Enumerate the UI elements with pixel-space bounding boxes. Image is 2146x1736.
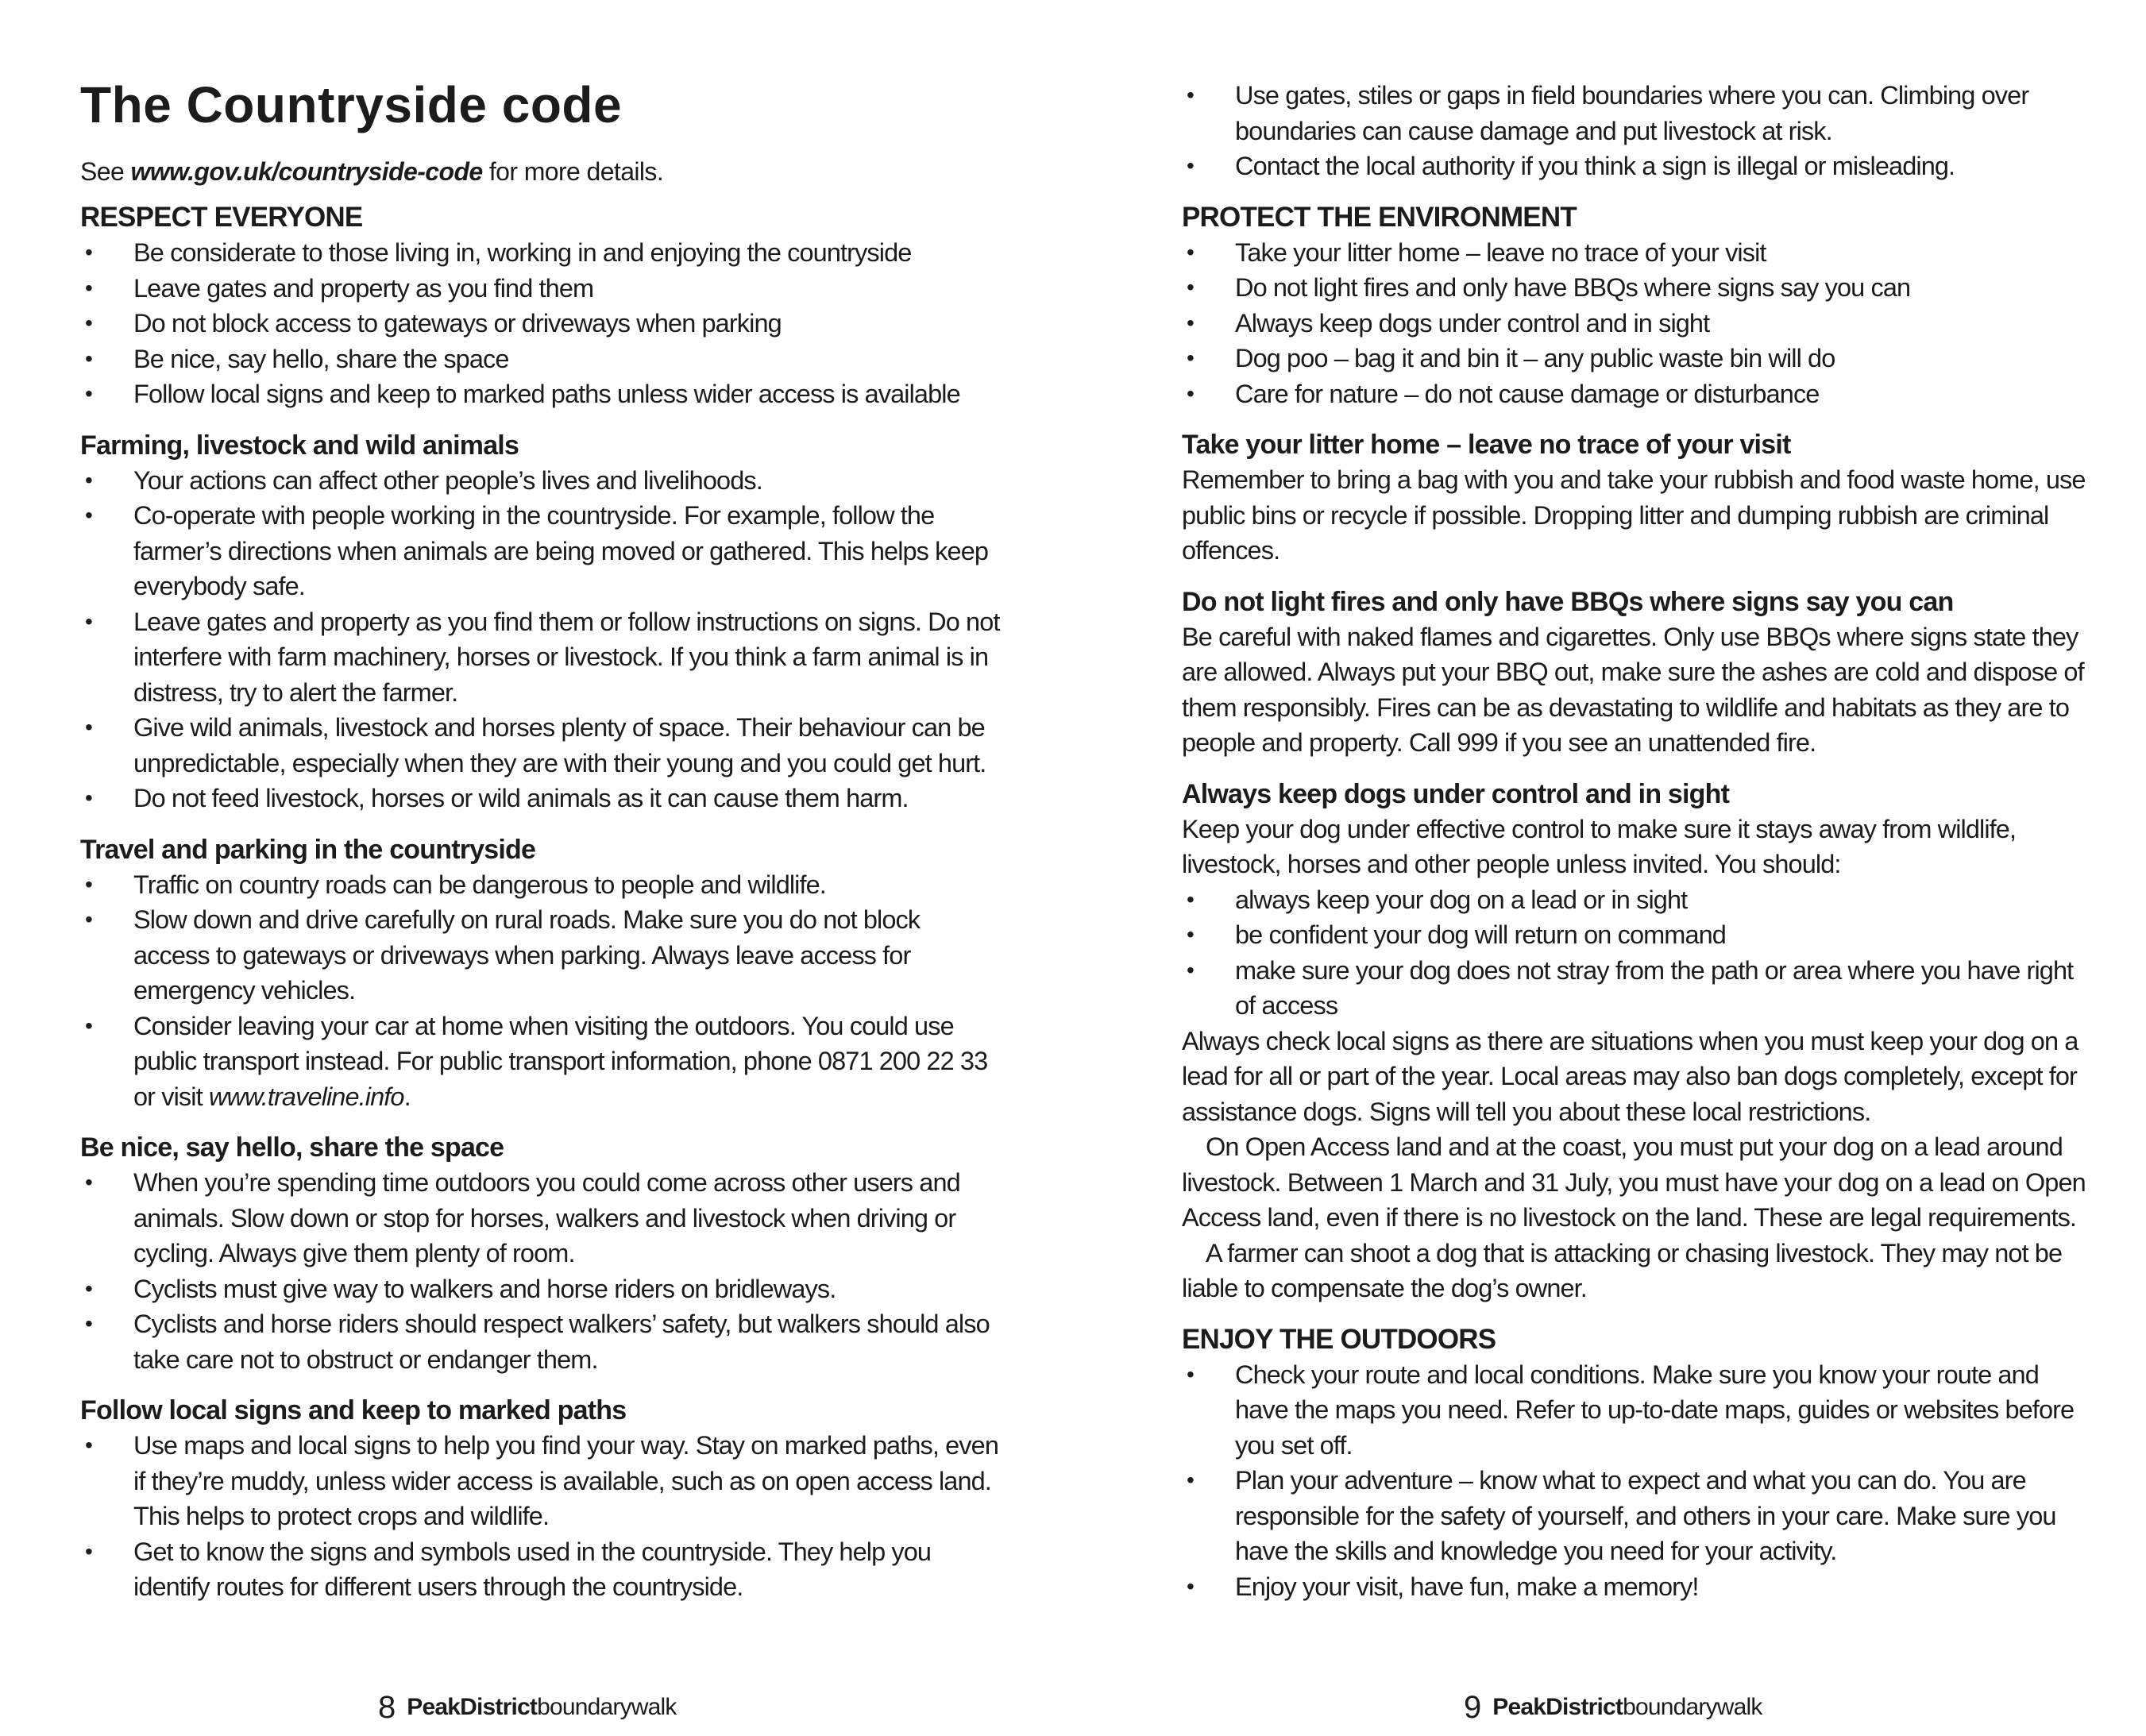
bullet-icon: • xyxy=(85,503,92,527)
subsection-heading: Take your litter home – leave no trace of your visit xyxy=(1182,430,1791,460)
list-item-text: Use gates, stiles or gaps in field boundaries where you can. Climbing over boundaries can cause damage and put livestock at risk. xyxy=(1235,81,2029,145)
bullet-icon: • xyxy=(85,275,92,300)
list-item-text: Cyclists must give way to walkers and horse riders on bridleways. xyxy=(133,1274,836,1303)
section-fires xyxy=(1182,584,2095,761)
list-item xyxy=(80,1428,1002,1534)
bullet-list xyxy=(80,1165,1002,1377)
list-item xyxy=(80,781,1002,816)
list-item xyxy=(80,1165,1002,1271)
bullet-icon: • xyxy=(1187,83,1194,107)
bullet-list xyxy=(80,463,1002,816)
bullet-list xyxy=(1182,78,2095,184)
list-item xyxy=(1182,1463,2095,1569)
list-item xyxy=(1182,882,2095,918)
list-item-text: Be considerate to those living in, working in and enjoying the countryside xyxy=(133,238,912,267)
list-item xyxy=(1182,235,2095,271)
paragraph: Keep your dog under effective control to make sure it stays away from wildlife, livestock, horses and other people unless invited. You should: xyxy=(1182,814,2017,878)
list-item-text: Check your route and local conditions. Make sure you know your route and have the maps you need. Refer to up-to-date maps, guides or websites before you set off. xyxy=(1235,1360,2075,1460)
list-item xyxy=(80,271,1002,307)
left-column xyxy=(80,73,1002,1621)
section-heading: PROTECT THE ENVIRONMENT xyxy=(1182,201,1577,233)
bullet-icon: • xyxy=(85,785,92,810)
bullet-icon: • xyxy=(85,715,92,739)
bullet-icon: • xyxy=(1187,1573,1194,1599)
intro-prefix: See xyxy=(80,157,131,186)
list-item xyxy=(80,1271,1002,1307)
bullet-icon: • xyxy=(1187,345,1194,370)
list-item xyxy=(80,376,1002,412)
bullet-icon: • xyxy=(1187,922,1194,947)
bullet-icon: • xyxy=(1187,1468,1194,1492)
list-item-text: Get to know the signs and symbols used in the countryside. They help you identify routes for different users through the countryside. xyxy=(133,1537,932,1601)
list-item-text: Enjoy your visit, have fun, make a memory! xyxy=(1235,1572,1699,1601)
section-enjoy-outdoors xyxy=(1182,1322,2095,1605)
bullet-list xyxy=(80,235,1002,412)
list-item xyxy=(80,235,1002,271)
bullet-icon: • xyxy=(85,907,92,932)
list-item-text: Always keep dogs under control and in sight xyxy=(1235,308,1710,338)
bullet-icon: • xyxy=(1187,239,1194,264)
bullet-icon: • xyxy=(1187,380,1194,406)
list-item-text: Do not feed livestock, horses or wild animals as it can cause them harm. xyxy=(133,784,909,812)
bullet-icon: • xyxy=(85,871,92,897)
bullet-icon: • xyxy=(1187,1361,1194,1387)
subsection-heading: Farming, livestock and wild animals xyxy=(80,430,519,461)
list-item-text: Do not light fires and only have BBQs where signs say you can xyxy=(1235,273,1911,302)
paragraph: Always check local signs as there are situations when you must keep your dog on a lead for all or part of the year. Local areas may also ban dogs completely, except for assistance dogs. Signs will tell you about these local restrictions. xyxy=(1182,1026,2078,1126)
list-item xyxy=(80,1009,1002,1115)
subsection-heading: Follow local signs and keep to marked paths xyxy=(80,1395,627,1425)
bullet-icon: • xyxy=(85,1538,92,1564)
brand-name-light: boundarywalk xyxy=(537,1694,677,1720)
list-item-text: Consider leaving your car at home when visiting the outdoors. You could use public transport instead. For public transport information, phone 0871 200 22 33 or visit xyxy=(133,1011,988,1111)
list-item xyxy=(1182,78,2095,149)
paragraph: On Open Access land and at the coast, you must put your dog on a lead around livestock. Between 1 March and 31 July, you must have your dog on a lead on Open Access land, even if there is no livestock on the land. These are legal requirements. xyxy=(1182,1132,2086,1232)
bullet-list xyxy=(1182,1357,2095,1605)
bullet-list xyxy=(1182,235,2095,412)
list-item-text: Plan your adventure – know what to expect and what you can do. You are responsible for the safety of yourself, and others in your care. Make sure you have the skills and knowledge you need for your activity. xyxy=(1235,1466,2056,1565)
list-item xyxy=(80,1534,1002,1605)
bullet-icon: • xyxy=(85,608,92,634)
brand-name-bold: PeakDistrict xyxy=(407,1694,538,1720)
section-follow-signs xyxy=(80,1393,1002,1605)
bullet-icon: • xyxy=(1187,310,1194,335)
list-item xyxy=(80,498,1002,604)
list-item xyxy=(1182,1569,2095,1605)
list-item-text: Be nice, say hello, share the space xyxy=(133,344,509,373)
page-title: The Countryside code xyxy=(80,76,623,133)
list-item xyxy=(80,1306,1002,1377)
list-item-text: make sure your dog does not stray from the path or area where you have right of access xyxy=(1235,955,2074,1020)
subsection-heading: Always keep dogs under control and in sight xyxy=(1182,778,1730,809)
bullet-icon: • xyxy=(85,467,92,492)
subsection-heading: Be nice, say hello, share the space xyxy=(80,1132,504,1163)
page-number: 9 xyxy=(1464,1690,1482,1725)
intro-suffix: for more details. xyxy=(482,157,664,186)
list-item xyxy=(1182,149,2095,184)
list-item xyxy=(80,306,1002,341)
countryside-code-link[interactable]: www.gov.uk/countryside-code xyxy=(130,157,483,186)
list-item xyxy=(1182,376,2095,412)
list-item-text: be confident your dog will return on command xyxy=(1235,920,1726,949)
bullet-list xyxy=(80,867,1002,1115)
section-protect-environment xyxy=(1182,200,2095,412)
bullet-icon: • xyxy=(85,1433,92,1457)
bullet-icon: • xyxy=(1187,886,1194,912)
list-item-text: Leave gates and property as you find them or follow instructions on signs. Do not interfere with farm machinery, horses or livestock. If you think a farm animal is in distress, try to alert the farmer. xyxy=(133,607,1000,707)
list-item-text: Dog poo – bag it and bin it – any public waste bin will do xyxy=(1235,344,1835,372)
page-footer xyxy=(1464,1692,1762,1723)
page-footer xyxy=(378,1692,677,1723)
list-item xyxy=(1182,306,2095,341)
traveline-link[interactable]: www.traveline.info xyxy=(208,1082,404,1111)
list-item-text: Contact the local authority if you think a sign is illegal or misleading. xyxy=(1235,152,1955,180)
bullet-icon: • xyxy=(85,1275,92,1301)
section-litter xyxy=(1182,427,2095,569)
right-column xyxy=(1182,78,2095,1620)
section-respect-everyone xyxy=(80,200,1002,412)
list-item-text: Cyclists and horse riders should respect walkers’ safety, but walkers should also take care not to obstruct or endanger them. xyxy=(133,1310,990,1374)
bullet-list xyxy=(80,1428,1002,1605)
bullet-icon: • xyxy=(85,240,92,264)
paragraph: Be careful with naked flames and cigarettes. Only use BBQs where signs state they are allowed. Always put your BBQ out, make sure the ashes are cold and dispose of them responsibly. Fires can be as devastating to wildlife and habitats as they are to people and property. Call 999 if you see an unattended fire. xyxy=(1182,622,2084,757)
list-item xyxy=(1182,1357,2095,1464)
page-9 xyxy=(1182,0,2095,1736)
section-heading: RESPECT EVERYONE xyxy=(80,202,363,233)
page-number: 8 xyxy=(378,1690,396,1725)
bullet-icon: • xyxy=(85,381,92,406)
section-heading: ENJOY THE OUTDOORS xyxy=(1182,1323,1496,1355)
list-item-text: Follow local signs and keep to marked paths unless wider access is available xyxy=(133,380,960,408)
list-item-text: Traffic on country roads can be dangerous to people and wildlife. xyxy=(133,870,826,899)
list-item-text: Your actions can affect other people’s lives and livelihoods. xyxy=(133,465,762,495)
section-dogs xyxy=(1182,777,2095,1306)
list-item-end: . xyxy=(403,1082,411,1111)
list-item-text: When you’re spending time outdoors you could come across other users and animals. Slow down or stop for horses, walkers and livestock when driving or cycling. Always give them plenty of room. xyxy=(133,1168,960,1267)
list-item-text: Take your litter home – leave no trace of your visit xyxy=(1235,237,1766,267)
list-item xyxy=(80,710,1002,781)
list-item xyxy=(80,867,1002,903)
list-item-text: Care for nature – do not cause damage or disturbance xyxy=(1235,379,1820,408)
page-8 xyxy=(80,0,1002,1736)
list-item xyxy=(1182,341,2095,376)
bullet-icon: • xyxy=(1187,153,1194,178)
paragraph: A farmer can shoot a dog that is attacking or chasing livestock. They may not be liable to compensate the dog’s owner. xyxy=(1182,1238,2063,1302)
section-be-nice xyxy=(80,1130,1002,1377)
bullet-icon: • xyxy=(1187,275,1194,299)
subsection-heading: Do not light fires and only have BBQs where signs say you can xyxy=(1182,586,1954,617)
bullet-icon: • xyxy=(85,1170,92,1194)
list-item-text: Slow down and drive carefully on rural roads. Make sure you do not block access to gateways or driveways when parking. Always leave access for emergency vehicles. xyxy=(133,905,921,1005)
subsection-heading: Travel and parking in the countryside xyxy=(80,834,536,865)
list-item-text: Leave gates and property as you find them xyxy=(133,273,594,303)
list-item xyxy=(80,463,1002,499)
bullet-icon: • xyxy=(85,1311,92,1336)
bullet-list xyxy=(1182,882,2095,1024)
list-item xyxy=(1182,917,2095,953)
list-item xyxy=(80,341,1002,377)
list-item-text: Do not block access to gateways or driveways when parking xyxy=(133,309,782,338)
bullet-icon: • xyxy=(85,1013,92,1038)
bullet-icon: • xyxy=(85,311,92,335)
list-item-text: Give wild animals, livestock and horses plenty of space. Their behaviour can be unpredictable, especially when they are with their young and you could get hurt. xyxy=(133,713,986,777)
bullet-icon: • xyxy=(85,345,92,371)
section-travel-parking xyxy=(80,832,1002,1115)
list-item xyxy=(1182,953,2095,1024)
brand-name-bold: PeakDistrict xyxy=(1492,1694,1623,1720)
brand-name-light: boundarywalk xyxy=(1623,1694,1762,1720)
list-item xyxy=(1182,270,2095,306)
list-item-text: always keep your dog on a lead or in sight xyxy=(1235,885,1688,914)
section-farming xyxy=(80,428,1002,816)
paragraph: Remember to bring a bag with you and take your rubbish and food waste home, use public bins or recycle if possible. Dropping litter and dumping rubbish are criminal offences. xyxy=(1182,465,2086,565)
bullet-icon: • xyxy=(1187,957,1194,982)
list-item-text: Co-operate with people working in the countryside. For example, follow the farmer’s directions when animals are being moved or gathered. This helps keep everybody safe. xyxy=(133,501,989,600)
list-item xyxy=(80,902,1002,1009)
section-continued xyxy=(1182,78,2095,184)
list-item-text: Use maps and local signs to help you find your way. Stay on marked paths, even if they’re muddy, unless wider access is available, such as on open access land. This helps to protect crops and wildlife. xyxy=(133,1431,998,1530)
list-item xyxy=(80,604,1002,711)
intro-line xyxy=(80,154,1002,189)
